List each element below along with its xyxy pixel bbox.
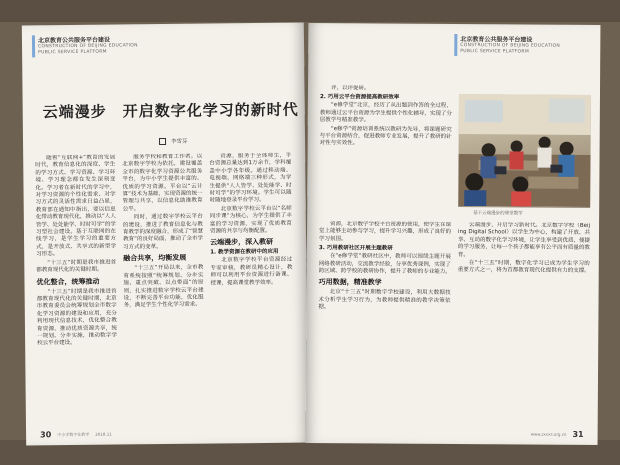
body-paragraph: “e修学”资源培训系统以教研为先导，将课题研究与平台资源结合，促进教师专业发展，提升了教研的针对性与实效性。: [319, 125, 452, 147]
section-heading: 优化整合，统筹推动: [36, 277, 100, 286]
photo-divider: [458, 206, 590, 208]
header-title-en-1: CONSTRUCTION OF BEIJING EDUCATION: [460, 43, 561, 49]
body-paragraph: “十三五”开局以来，全市教育系统按照“统筹规划、分步实施、重点突破、以点带面”的原则，扎实推进数字学校云平台建设，不断完善平台功能，优化服务，满足学生个性化学习需求。: [123, 264, 204, 309]
left-page-footer: [40, 430, 112, 440]
left-column-2: [122, 154, 205, 417]
website: www.zxxxs.org.cn: [530, 431, 567, 437]
header-title-en-1: CONSTRUCTION OF BEIJING EDUCATION: [38, 43, 138, 50]
section-heading: 1. 教学资源在教研中的应用: [210, 249, 279, 256]
body-paragraph: 在“e修学堂”教研社区中，教师可以围绕主题开展网络教研活动，交流教学经验，分享优秀课例，实现了跨区域、跨学校的教研协作，提升了教师的专业能力。: [318, 253, 451, 276]
page-number: 31: [572, 429, 584, 439]
right-column-3: [457, 222, 590, 419]
section-heading: 3. 巧用教研社区开展主题教研: [318, 245, 393, 252]
body-paragraph: “e修学堂”北京，经历了从出题到作答的全过程，教师通过云平台资源为学生提供个性化辅导，实现了分层教学与精准教学。: [319, 102, 452, 124]
author-name: 李雪芬: [171, 138, 188, 145]
left-page-header: [38, 34, 188, 72]
left-page: [22, 23, 308, 446]
header-title-zh: 北京教育公共服务平台建设: [460, 36, 533, 44]
article-author: [159, 137, 188, 145]
right-column-1: [319, 85, 452, 218]
article-title: 云端漫步 开启数字化学习的新时代: [42, 100, 299, 122]
left-column-3: [209, 153, 294, 416]
right-column-2: [318, 221, 451, 418]
header-title-en-2: PUBLIC SERVICE PLATFORM: [38, 49, 107, 56]
body-paragraph: 北京数字学校平台资源经过专家审核，教研员精心设计，教师可以利用平台资源进行备课、授课，提高课堂教学效率。: [210, 257, 293, 287]
author-square-icon: [159, 137, 166, 144]
header-accent-bar: [32, 35, 35, 57]
body-paragraph: 资源，服务于全体师生，平台资源总量达到1万余节，学科覆盖中小学各年级。通过移动端、电视端、网络端三种形式，为学生提供“人人皆学、处处能学、时时可学”的学习环境。学生可以随时随地登录平台学习。: [209, 152, 292, 204]
section-heading: 融合共享，均衡发展: [123, 254, 187, 263]
photo-caption: 基于云端漫步的课堂教学: [473, 211, 523, 217]
header-title-en-2: PUBLIC SERVICE PLATFORM: [460, 49, 530, 55]
body-paragraph: 北京数字学校云平台以“名师同步课”为核心，为学生提供了丰富的学习资源，实现了优质教育资源的共享与均衡配置。: [209, 205, 292, 235]
section-heading: 巧用数据，精准教学: [318, 278, 382, 287]
right-page-footer: [531, 430, 584, 439]
table-surface-top: [0, 0, 620, 22]
page-number: 30: [40, 430, 52, 440]
body-paragraph: 随着“互联网+”教育的发展时代，教育信息化的深度、学生的学习方式、学习资源、学习环境、学习理念都在发生深刻变化。学习者在新时代的学习中，对学习资源的个性化需求、对学习方式的灵活性需求日益凸显，教育部在通知中指出，要以信息化带动教育现代化，推动以“人人皆学、处处能学、时时可学”的学习型社会建设。基于互联网的在线学习，是学生学习的重要方式，是开放式、共享式的新型学习形态。: [35, 154, 117, 258]
section-heading: 2. 巧用云平台资源提高教研效率: [319, 94, 400, 102]
header-accent-bar: [454, 34, 457, 56]
left-column-1: [35, 155, 118, 418]
body-paragraph: 云端漫步，开启学习新时代。北京数字学校（Beijing Digital School）以学生为中心，构建了开放、共享、互动的数字化学习环境，让学生享受到优质、便捷的学习服务，让每一个孩子都能享有公平而有质量的教育。: [457, 222, 591, 258]
header-title-zh: 北京教育公共服务平台建设: [37, 36, 111, 45]
right-page: [306, 23, 601, 445]
body-paragraph: 北京“十三五”时期数字学校建设，利用大数据技术分析学生学习行为，为教师提供精准的教学决策依据。: [318, 289, 451, 311]
body-paragraph: “十三五”时期是我市推进首都教育现代化的关键时期，北京市教育委员会统筹规划全市数字化学习资源的建设和应用，充分利用现代信息技术，优化整合教育资源，推动优质资源共享，统一规划、分步实施，推动数字学校云平台建设。: [36, 288, 118, 347]
body-paragraph: 同时，通过数字学校云平台的建设，推进了教育信息化与教育教学的深度融合，形成了“智慧教育”的良好局面，推动了全市学习方式的变革。: [122, 213, 204, 251]
journal-name: 中小学数字化教学: [57, 431, 90, 437]
body-paragraph: “十三五”时期是我市推进首都教育现代化的关键时期。: [36, 259, 117, 274]
body-paragraph: 服务学校和教育工作者。以北京数字学校为依托，建设覆盖全市的数字化学习资源公共服务平台，为中小学生提供丰富的、优质的学习资源。平台以“云计算”技术为基础，实现资源的统一管理与共享，以信息化助推教育公平。: [122, 153, 203, 213]
journal-issue: 2018.11: [95, 431, 112, 437]
body-paragraph: 资源，北京数字学校平台资源的使用，使学生在课堂上能够主动参与学习，提升学习兴趣，形成了良好的学习氛围。: [318, 221, 452, 243]
right-page-header: [460, 34, 580, 71]
classroom-photo: [458, 94, 591, 207]
section-heading: 云端漫步，深入教研: [210, 238, 274, 247]
body-paragraph: 评，以评促研。: [330, 85, 370, 92]
body-paragraph: 在“十三五”时期，数字化学习已成为学生学习的重要方式之一，将为首都教育现代化提供有力的支撑。: [457, 260, 590, 275]
